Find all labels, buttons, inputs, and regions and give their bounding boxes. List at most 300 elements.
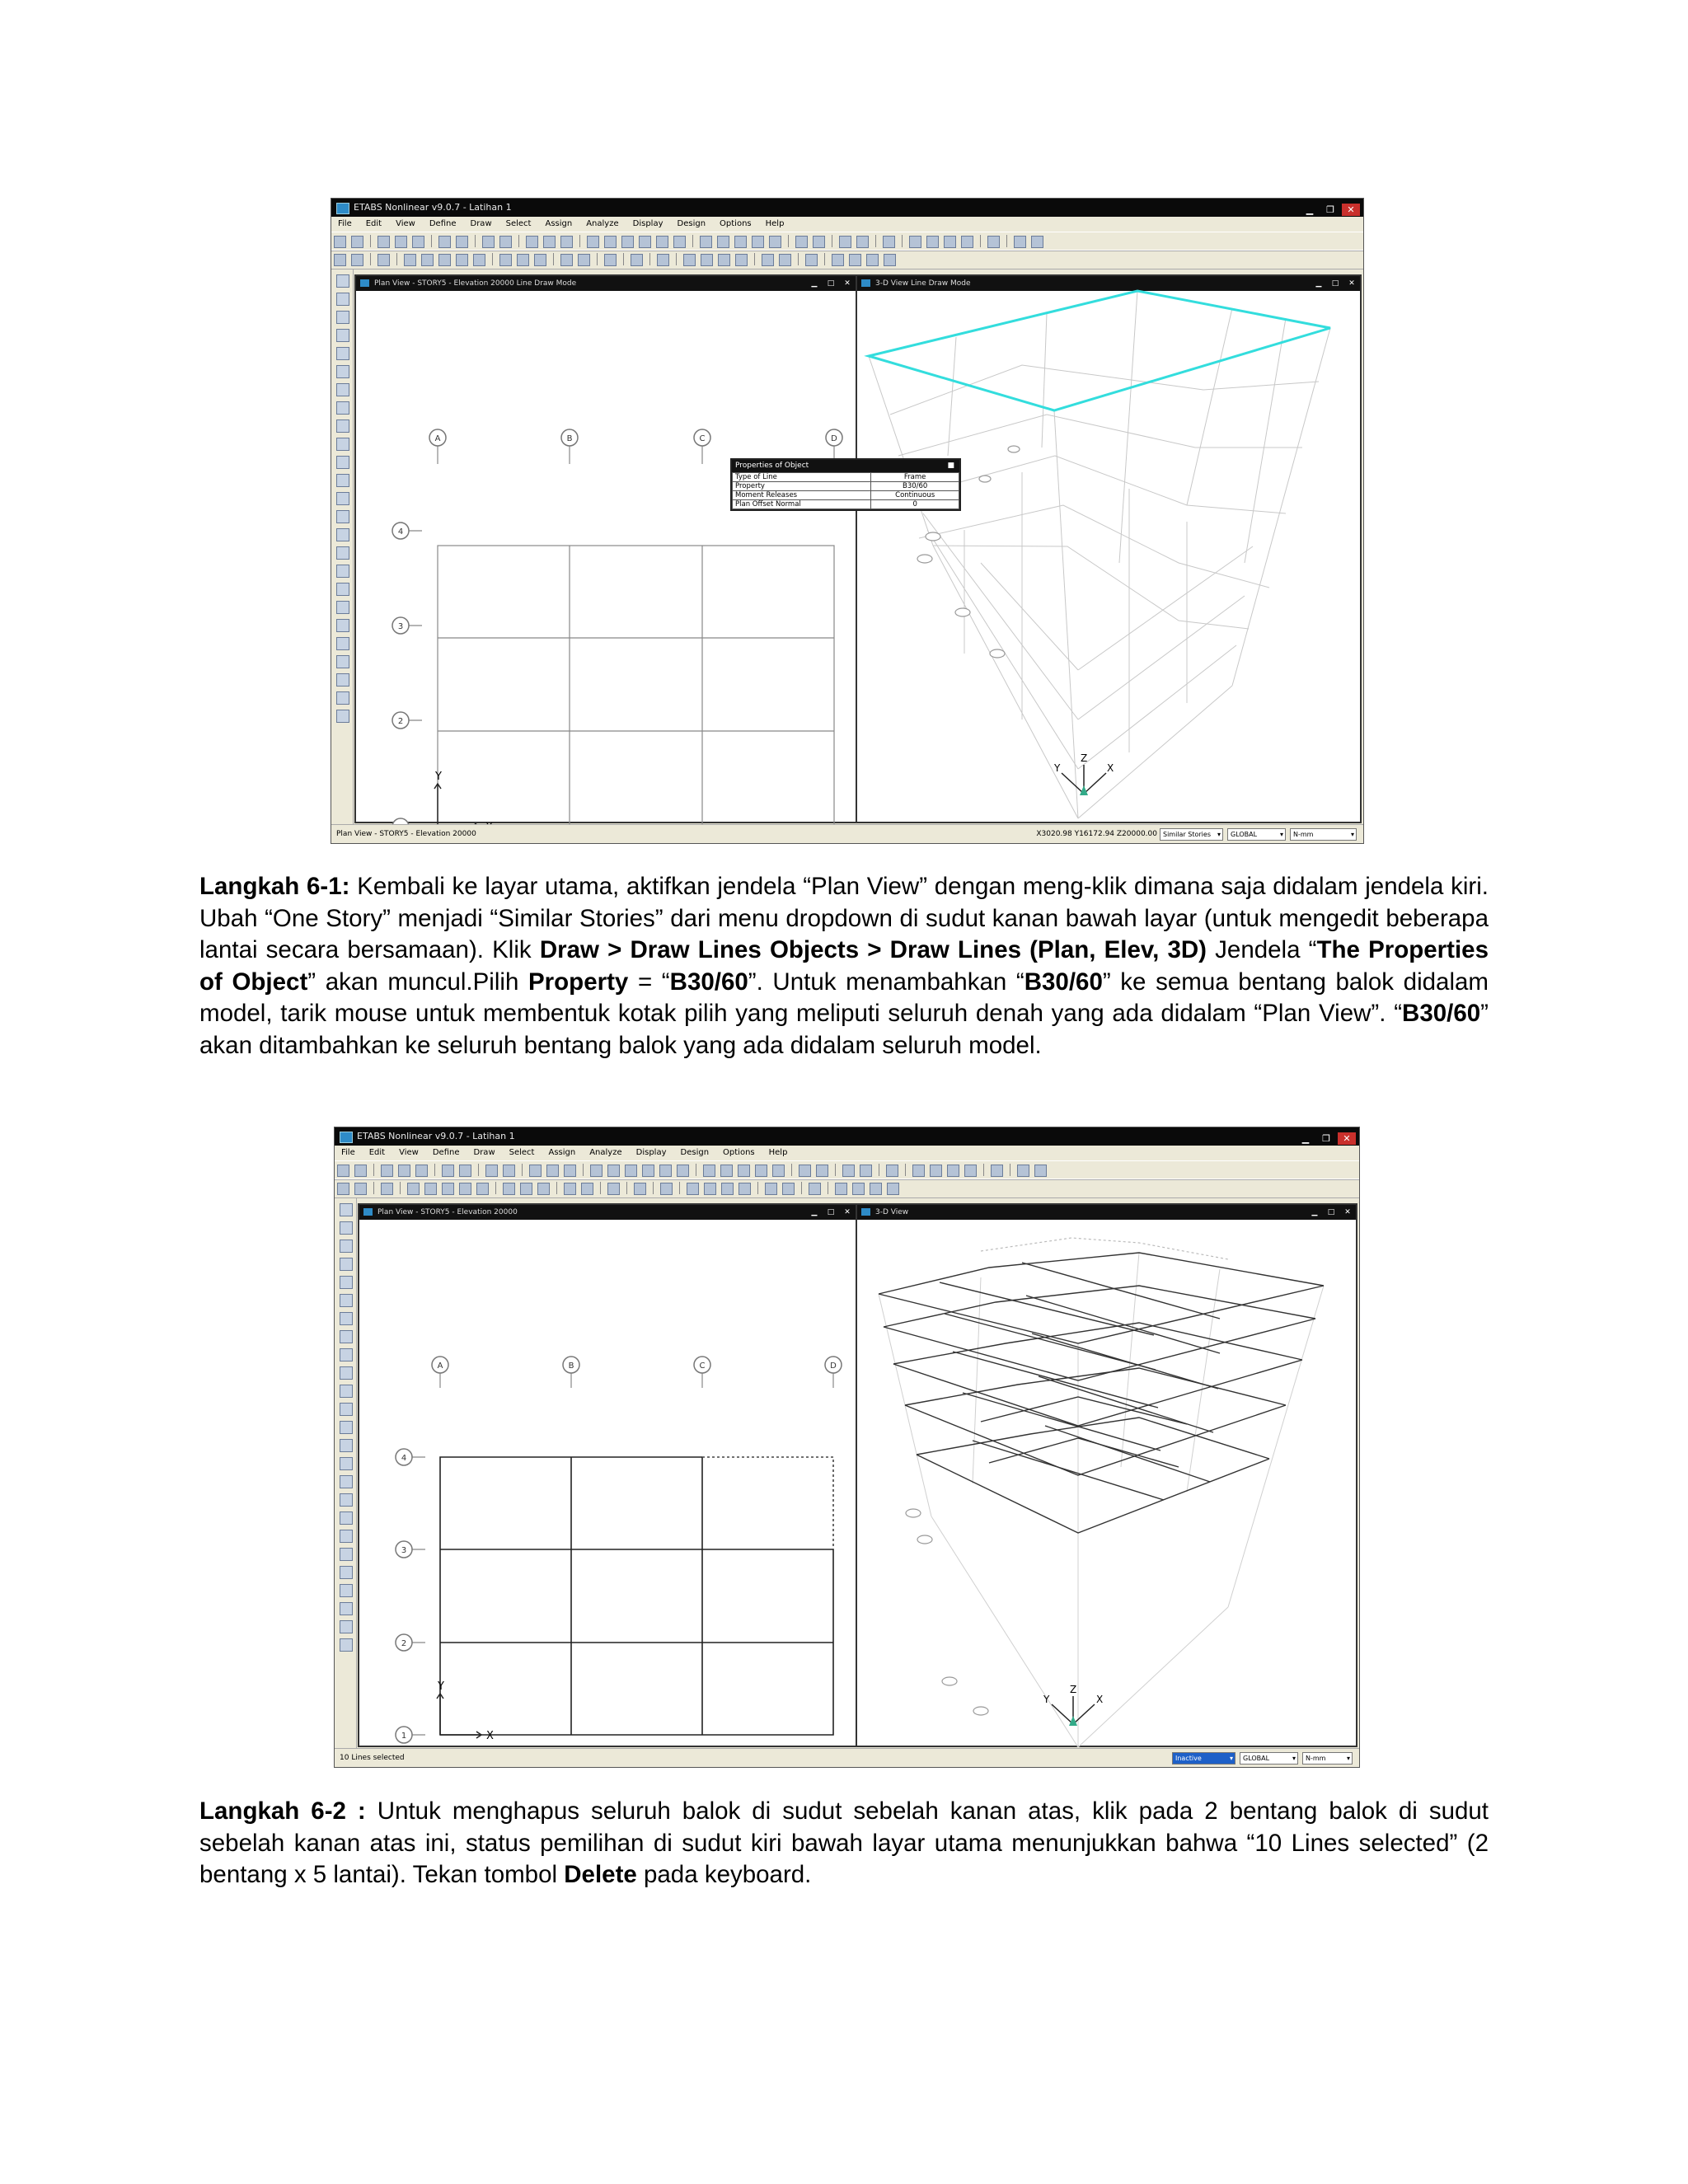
menu-file[interactable]: File (341, 1148, 355, 1157)
draw-beam-icon[interactable] (336, 365, 349, 378)
stress-icon[interactable] (738, 1183, 751, 1195)
grid-label-4: 4 (397, 527, 404, 537)
app-title: ETABS Nonlinear v9.0.7 - Latihan 1 (354, 202, 512, 213)
draw-wall-opening-icon[interactable] (336, 456, 349, 469)
save-icon[interactable] (377, 236, 390, 248)
selection-status: 10 Lines selected (340, 1754, 405, 1762)
menu-analyze[interactable]: Analyze (586, 219, 619, 228)
frame-load-icon[interactable] (578, 254, 590, 266)
force-diagram-icon[interactable] (718, 254, 730, 266)
grid-label-2: 2 (401, 1639, 407, 1648)
body-text: Jendela “ (1207, 936, 1317, 963)
zoom-in-icon[interactable] (590, 1165, 603, 1177)
snap-intersection-icon[interactable] (336, 655, 349, 668)
draw-brace-icon[interactable] (340, 1258, 353, 1271)
axis-indicator (434, 784, 480, 830)
pane-close-button[interactable]: ✕ (844, 279, 851, 288)
section-cut-icon[interactable] (660, 1183, 673, 1195)
pan-icon[interactable] (677, 1165, 689, 1177)
perspective-icon[interactable] (769, 236, 781, 248)
print-icon[interactable] (398, 1165, 410, 1177)
run-icon[interactable] (529, 1165, 542, 1177)
frame-load-icon[interactable] (581, 1183, 593, 1195)
load-combo-icon[interactable] (517, 254, 529, 266)
draw-floor-icon[interactable] (340, 1403, 353, 1416)
section-cut-tool-icon[interactable] (336, 546, 349, 560)
menu-help[interactable]: Help (768, 1148, 788, 1157)
grid-label-c: C (699, 434, 706, 443)
dimension-icon[interactable] (852, 1183, 865, 1195)
snap-perpendicular-icon[interactable] (336, 673, 349, 687)
display-output-icon[interactable] (1034, 1165, 1047, 1177)
open-icon[interactable] (354, 1165, 367, 1177)
stop-icon[interactable] (560, 236, 573, 248)
measure-icon[interactable] (835, 1183, 847, 1195)
body-text: Untuk menghapus seluruh balok di sudut sebelah kanan atas, klik pada 2 bentang balok di sudut sebelah kanan atas ini, status pemilihan di sudut kiri bawah layar utama menunjukkan bahwa “10 Lines selected” (2 bentang x 5 lantai). Tekan tombol (199, 1797, 1489, 1888)
draw-area-icon[interactable] (336, 401, 349, 415)
snap-icon[interactable] (866, 254, 879, 266)
pane-close-button[interactable]: ✕ (1348, 279, 1355, 288)
zoom-previous-icon[interactable] (639, 236, 651, 248)
menu-edit[interactable]: Edit (365, 219, 382, 228)
left-toolbar (331, 269, 354, 825)
menu-select[interactable]: Select (509, 1148, 535, 1157)
body-text: ”. Untuk menambahkan “ (748, 968, 1025, 996)
snap-lines-icon[interactable] (336, 691, 349, 705)
section-cut-tool-icon[interactable] (340, 1475, 353, 1488)
export-icon[interactable] (884, 254, 896, 266)
previous-selection-icon[interactable] (340, 1511, 353, 1525)
snap-icon[interactable] (870, 1183, 882, 1195)
print-preview-icon[interactable] (415, 1165, 428, 1177)
close-button[interactable]: ✕ (1342, 204, 1360, 216)
body-text: = “ (628, 968, 670, 996)
load-combo-icon[interactable] (520, 1183, 532, 1195)
display-icon[interactable] (634, 1183, 646, 1195)
previous-selection-icon[interactable] (336, 583, 349, 596)
display-table-icon[interactable] (1014, 236, 1026, 248)
draw-column-icon[interactable] (336, 347, 349, 360)
rotate-icon[interactable] (755, 1165, 767, 1177)
down-icon[interactable] (813, 236, 825, 248)
slab-section-icon[interactable] (442, 1183, 454, 1195)
object-shrink-icon[interactable] (842, 1165, 855, 1177)
report-icon[interactable] (782, 1183, 795, 1195)
display-table-icon[interactable] (1017, 1165, 1029, 1177)
menu-draw[interactable]: Draw (473, 1148, 495, 1157)
menu-assign[interactable]: Assign (545, 219, 573, 228)
3d-view-title: 3-D View (875, 1208, 909, 1216)
properties-row[interactable] (733, 482, 959, 491)
hinge-icon[interactable] (476, 1183, 489, 1195)
draw-grid-icon[interactable] (340, 1421, 353, 1434)
link-icon[interactable] (459, 1183, 471, 1195)
draw-grid-icon[interactable] (336, 492, 349, 505)
units-select[interactable]: N-mm ▾ (1290, 828, 1357, 841)
section-name: B30/60 (669, 968, 748, 996)
perspective-icon[interactable] (772, 1165, 785, 1177)
new-icon[interactable] (334, 236, 346, 248)
properties-close-icon[interactable]: ■ (947, 462, 954, 470)
grid-label-d: D (830, 1361, 837, 1371)
print-preview-icon[interactable] (412, 236, 424, 248)
load-case-icon[interactable] (503, 1183, 515, 1195)
analysis-icon[interactable] (987, 236, 1000, 248)
measure-icon[interactable] (832, 254, 844, 266)
zoom-window-icon[interactable] (607, 1165, 620, 1177)
snap-lines-icon[interactable] (340, 1620, 353, 1633)
dimension-line-icon[interactable] (340, 1439, 353, 1452)
3d-view-icon[interactable] (700, 236, 712, 248)
snap-fine-grid-icon[interactable] (336, 710, 349, 723)
body-text: ” akan muncul.Pilih (307, 968, 528, 996)
3d-view-header (857, 1205, 1356, 1220)
frame-section-icon[interactable] (407, 1183, 420, 1195)
mass-source-icon[interactable] (534, 254, 546, 266)
grid-label-1: 1 (401, 1732, 407, 1741)
run-icon[interactable] (526, 236, 538, 248)
3d-model-drawing (857, 1220, 1353, 1744)
menu-define[interactable]: Define (429, 219, 457, 228)
snap-points-icon[interactable] (340, 1548, 353, 1561)
menu-bar (335, 1146, 1359, 1160)
menu-view[interactable]: View (396, 219, 415, 228)
snap-points-icon[interactable] (336, 619, 349, 632)
coord-system-select[interactable]: GLOBAL ▾ (1240, 1752, 1298, 1765)
set-options-icon[interactable] (860, 1165, 872, 1177)
redo-icon[interactable] (459, 1165, 471, 1177)
composite-design-icon[interactable] (944, 236, 956, 248)
draw-wall-opening-icon[interactable] (340, 1385, 353, 1398)
pause-icon[interactable] (543, 236, 556, 248)
units-select[interactable]: N-mm ▾ (1302, 1752, 1353, 1765)
pick-icon[interactable] (805, 254, 818, 266)
selected-roof-beams (869, 291, 1330, 410)
snap-perpendicular-icon[interactable] (340, 1602, 353, 1615)
elevation-view-icon[interactable] (738, 1165, 750, 1177)
menu-define[interactable]: Define (432, 1148, 460, 1157)
title-bar (331, 199, 1363, 217)
joint-load-icon[interactable] (564, 1183, 576, 1195)
composite-design-icon[interactable] (947, 1165, 959, 1177)
3d-view-pane[interactable] (856, 274, 1362, 823)
3d-axis-y-label: Y (1043, 1694, 1050, 1705)
pane-close-button[interactable]: ✕ (844, 1208, 851, 1216)
mode-shape-icon[interactable] (701, 254, 713, 266)
body-text: Kembali ke layar utama, aktifkan jendela “Plan View” dengan meng-klik dimana saja didalam jendela kiri. Ubah “One Story” menjadi “Similar Stories” dari menu dropdown di sudut kanan bawah layar (untuk mengedit beberapa lantai secara bersamaan). Klik (199, 873, 1489, 963)
pane-close-button[interactable]: ✕ (1344, 1208, 1351, 1216)
grid-label-3: 3 (397, 622, 404, 631)
status-text: Plan View - STORY5 - Elevation 20000 (336, 830, 476, 838)
menu-design[interactable]: Design (677, 219, 706, 228)
save-icon[interactable] (381, 1165, 393, 1177)
pointer-icon[interactable] (340, 1203, 353, 1216)
mode-shape-icon[interactable] (704, 1183, 716, 1195)
3d-model-drawing (857, 291, 1357, 820)
restraint-icon[interactable] (354, 1183, 367, 1195)
clear-selection-icon[interactable] (340, 1530, 353, 1543)
reshape-icon[interactable] (336, 293, 349, 306)
down-icon[interactable] (816, 1165, 828, 1177)
draw-line-icon[interactable] (336, 311, 349, 324)
restore-button[interactable]: ❐ (1326, 204, 1334, 215)
grid-icon[interactable] (381, 1183, 393, 1195)
menu-edit[interactable]: Edit (368, 1148, 386, 1157)
wall-section-icon[interactable] (421, 254, 434, 266)
set-options-icon[interactable] (856, 236, 869, 248)
pause-icon[interactable] (546, 1165, 559, 1177)
left-toolbar (335, 1198, 357, 1749)
story-option-select[interactable]: Inactive ▾ (1172, 1752, 1236, 1765)
show-undeformed-icon[interactable] (883, 236, 895, 248)
frame-section-icon[interactable] (404, 254, 416, 266)
hinge-icon[interactable] (473, 254, 485, 266)
wall-design-icon[interactable] (926, 236, 939, 248)
draw-secondary-beam-icon[interactable] (340, 1312, 353, 1325)
table-icon[interactable] (765, 1183, 777, 1195)
undo-icon[interactable] (442, 1165, 454, 1177)
analysis-icon[interactable] (991, 1165, 1003, 1177)
menu-draw[interactable]: Draw (470, 219, 492, 228)
select-all-icon[interactable] (336, 565, 349, 578)
force-diagram-icon[interactable] (721, 1183, 734, 1195)
properties-table (732, 472, 959, 509)
open-icon[interactable] (351, 236, 363, 248)
frame-design-icon[interactable] (909, 236, 921, 248)
main-toolbar (331, 232, 1363, 251)
pan-icon[interactable] (673, 236, 686, 248)
grid-label-d: D (831, 434, 837, 443)
3d-view-pane[interactable] (856, 1203, 1357, 1747)
properties-row[interactable] (733, 491, 959, 500)
section-cut-icon[interactable] (657, 254, 669, 266)
pane-minimize-button[interactable]: ▁ (1311, 1208, 1318, 1216)
step-6-2-paragraph (199, 1796, 1489, 1891)
property-value[interactable]: B30/60 (871, 482, 959, 491)
restore-button[interactable]: ❐ (1322, 1133, 1330, 1144)
menu-options[interactable]: Options (720, 219, 752, 228)
deformed-shape-icon[interactable] (687, 1183, 699, 1195)
frame-design-icon[interactable] (912, 1165, 925, 1177)
plan-view-pane[interactable] (354, 274, 857, 823)
up-icon[interactable] (799, 1165, 811, 1177)
minimize-button[interactable]: ▁ (1301, 1133, 1310, 1144)
pane-minimize-button[interactable]: ▁ (1315, 279, 1322, 288)
plan-view-header (356, 276, 856, 291)
property-value[interactable]: Continuous (871, 491, 959, 500)
menu-path: Draw > Draw Lines Objects > Draw Lines (Plan, Elev, 3D) (539, 936, 1207, 963)
joint-icon[interactable] (337, 1183, 349, 1195)
dimension-icon[interactable] (849, 254, 861, 266)
refresh-icon[interactable] (482, 236, 495, 248)
display-output-icon[interactable] (1031, 236, 1043, 248)
draw-rectangle-icon[interactable] (336, 419, 349, 433)
object-shrink-icon[interactable] (839, 236, 851, 248)
pane-minimize-button[interactable]: ▁ (811, 1208, 818, 1216)
print-icon[interactable] (395, 236, 407, 248)
dimension-line-icon[interactable] (336, 510, 349, 523)
property-label: Plan Offset Normal (733, 500, 871, 509)
body-text: ” ke semua bentang balok didalam model, tarik mouse untuk membentuk kotak pilih yang meliputi seluruh denah yang ada didalam “Plan View”. “ (199, 968, 1489, 1027)
stress-icon[interactable] (735, 254, 748, 266)
elevation-view-icon[interactable] (734, 236, 747, 248)
pane-maximize-button[interactable]: □ (827, 279, 835, 288)
joist-design-icon[interactable] (964, 1165, 977, 1177)
zoom-all-icon[interactable] (659, 1165, 672, 1177)
table-icon[interactable] (762, 254, 774, 266)
plan-view-icon[interactable] (717, 236, 729, 248)
zoom-out-icon[interactable] (621, 236, 634, 248)
plan-view-pane[interactable] (358, 1203, 857, 1747)
stop-icon[interactable] (564, 1165, 576, 1177)
undo-icon[interactable] (438, 236, 451, 248)
plan-view-header (359, 1205, 856, 1220)
3d-axis-z-label: Z (1070, 1684, 1077, 1695)
properties-title: Properties of Object (735, 462, 809, 470)
selected-beams[interactable] (702, 1457, 833, 1549)
refresh-icon[interactable] (485, 1165, 498, 1177)
wall-section-icon[interactable] (424, 1183, 437, 1195)
clear-selection-icon[interactable] (336, 601, 349, 614)
field-name: Property (528, 968, 629, 996)
draw-wall-icon[interactable] (336, 438, 349, 451)
display-icon[interactable] (631, 254, 643, 266)
restraint-icon[interactable] (351, 254, 363, 266)
draw-brace-icon[interactable] (336, 329, 349, 342)
joint-icon[interactable] (334, 254, 346, 266)
wall-design-icon[interactable] (930, 1165, 942, 1177)
slab-section-icon[interactable] (438, 254, 451, 266)
grid-label-c: C (699, 1361, 706, 1371)
title-bar (335, 1127, 1359, 1146)
assign-icon[interactable] (604, 254, 617, 266)
link-icon[interactable] (456, 254, 468, 266)
menu-file[interactable]: File (338, 219, 352, 228)
status-bar (335, 1748, 1359, 1767)
step-label: Langkah 6-2 : (199, 1797, 366, 1825)
show-undeformed-icon[interactable] (886, 1165, 898, 1177)
menu-display[interactable]: Display (635, 1148, 667, 1157)
draw-rectangle-icon[interactable] (340, 1348, 353, 1361)
draw-wall-icon[interactable] (340, 1366, 353, 1380)
cursor-coordinates: X3020.98 Y16172.94 Z20000.00 (1036, 830, 1157, 838)
menu-select[interactable]: Select (505, 219, 532, 228)
joint-load-icon[interactable] (560, 254, 573, 266)
draw-floor-icon[interactable] (336, 474, 349, 487)
reshape-icon[interactable] (340, 1221, 353, 1235)
axis-indicator (437, 1694, 481, 1738)
properties-row[interactable] (733, 500, 959, 509)
story-option-select[interactable]: Similar Stories ▾ (1160, 828, 1223, 841)
reference-point-icon[interactable] (340, 1457, 353, 1470)
new-icon[interactable] (337, 1165, 349, 1177)
draw-secondary-beam-icon[interactable] (336, 383, 349, 396)
pane-minimize-button[interactable]: ▁ (811, 279, 818, 288)
screenshot-2 (334, 1127, 1360, 1768)
up-icon[interactable] (795, 236, 808, 248)
3d-view-icon[interactable] (703, 1165, 715, 1177)
menu-assign[interactable]: Assign (548, 1148, 576, 1157)
3d-axis-x-label: X (1096, 1694, 1104, 1705)
menu-options[interactable]: Options (723, 1148, 755, 1157)
grid-label-3: 3 (401, 1546, 407, 1555)
menu-analyze[interactable]: Analyze (589, 1148, 622, 1157)
properties-row[interactable] (733, 473, 959, 482)
axis-y-label: Y (438, 1680, 444, 1693)
grid-icon[interactable] (377, 254, 390, 266)
assigned-beams (440, 1457, 833, 1735)
grid-label-b: B (568, 1361, 574, 1371)
draw-beam-icon[interactable] (340, 1294, 353, 1307)
properties-header (732, 460, 959, 472)
3d-axis-y-label: Y (1054, 762, 1061, 774)
lock-icon[interactable] (503, 1165, 515, 1177)
app-icon (340, 1132, 353, 1143)
body-text: pada keyboard. (636, 1861, 812, 1888)
property-value[interactable]: 0 (871, 500, 959, 509)
mass-source-icon[interactable] (537, 1183, 550, 1195)
zoom-in-icon[interactable] (587, 236, 599, 248)
pointer-icon[interactable] (336, 274, 349, 288)
menu-display[interactable]: Display (632, 219, 663, 228)
snap-ends-icon[interactable] (340, 1566, 353, 1579)
plan-view-icon[interactable] (720, 1165, 733, 1177)
assign-icon[interactable] (607, 1183, 620, 1195)
snap-fine-grid-icon[interactable] (340, 1638, 353, 1652)
draw-line-icon[interactable] (340, 1240, 353, 1253)
reference-point-icon[interactable] (336, 528, 349, 541)
snap-ends-icon[interactable] (336, 637, 349, 650)
pick-icon[interactable] (809, 1183, 821, 1195)
key-name: Delete (564, 1861, 637, 1888)
3d-axis-x-label: X (1107, 762, 1114, 774)
pane-maximize-button[interactable]: □ (1331, 279, 1339, 288)
zoom-previous-icon[interactable] (642, 1165, 654, 1177)
draw-column-icon[interactable] (340, 1276, 353, 1289)
property-value[interactable]: Frame (871, 473, 959, 482)
deformed-shape-icon[interactable] (683, 254, 696, 266)
grid-label-b: B (566, 434, 573, 443)
lock-icon[interactable] (499, 236, 512, 248)
menu-view[interactable]: View (399, 1148, 419, 1157)
properties-of-object-window[interactable] (730, 458, 961, 511)
report-icon[interactable] (779, 254, 791, 266)
joist-design-icon[interactable] (961, 236, 973, 248)
menu-bar (331, 217, 1363, 232)
menu-help[interactable]: Help (765, 219, 785, 228)
minimize-button[interactable]: ▁ (1306, 204, 1314, 215)
close-button[interactable]: ✕ (1338, 1132, 1356, 1145)
grid-label-a: A (434, 434, 441, 443)
export-icon[interactable] (887, 1183, 899, 1195)
status-bar (331, 824, 1363, 843)
property-label: Moment Releases (733, 491, 871, 500)
redo-icon[interactable] (456, 236, 468, 248)
zoom-out-icon[interactable] (625, 1165, 637, 1177)
load-case-icon[interactable] (499, 254, 512, 266)
snap-intersection-icon[interactable] (340, 1584, 353, 1597)
rotate-icon[interactable] (752, 236, 764, 248)
coord-system-select[interactable]: GLOBAL ▾ (1227, 828, 1286, 841)
pane-maximize-button[interactable]: □ (1327, 1208, 1335, 1216)
menu-design[interactable]: Design (680, 1148, 710, 1157)
draw-area-icon[interactable] (340, 1330, 353, 1343)
select-all-icon[interactable] (340, 1493, 353, 1507)
section-name: B30/60 (1402, 1000, 1481, 1027)
zoom-all-icon[interactable] (656, 236, 668, 248)
pane-maximize-button[interactable]: □ (827, 1208, 835, 1216)
zoom-window-icon[interactable] (604, 236, 617, 248)
